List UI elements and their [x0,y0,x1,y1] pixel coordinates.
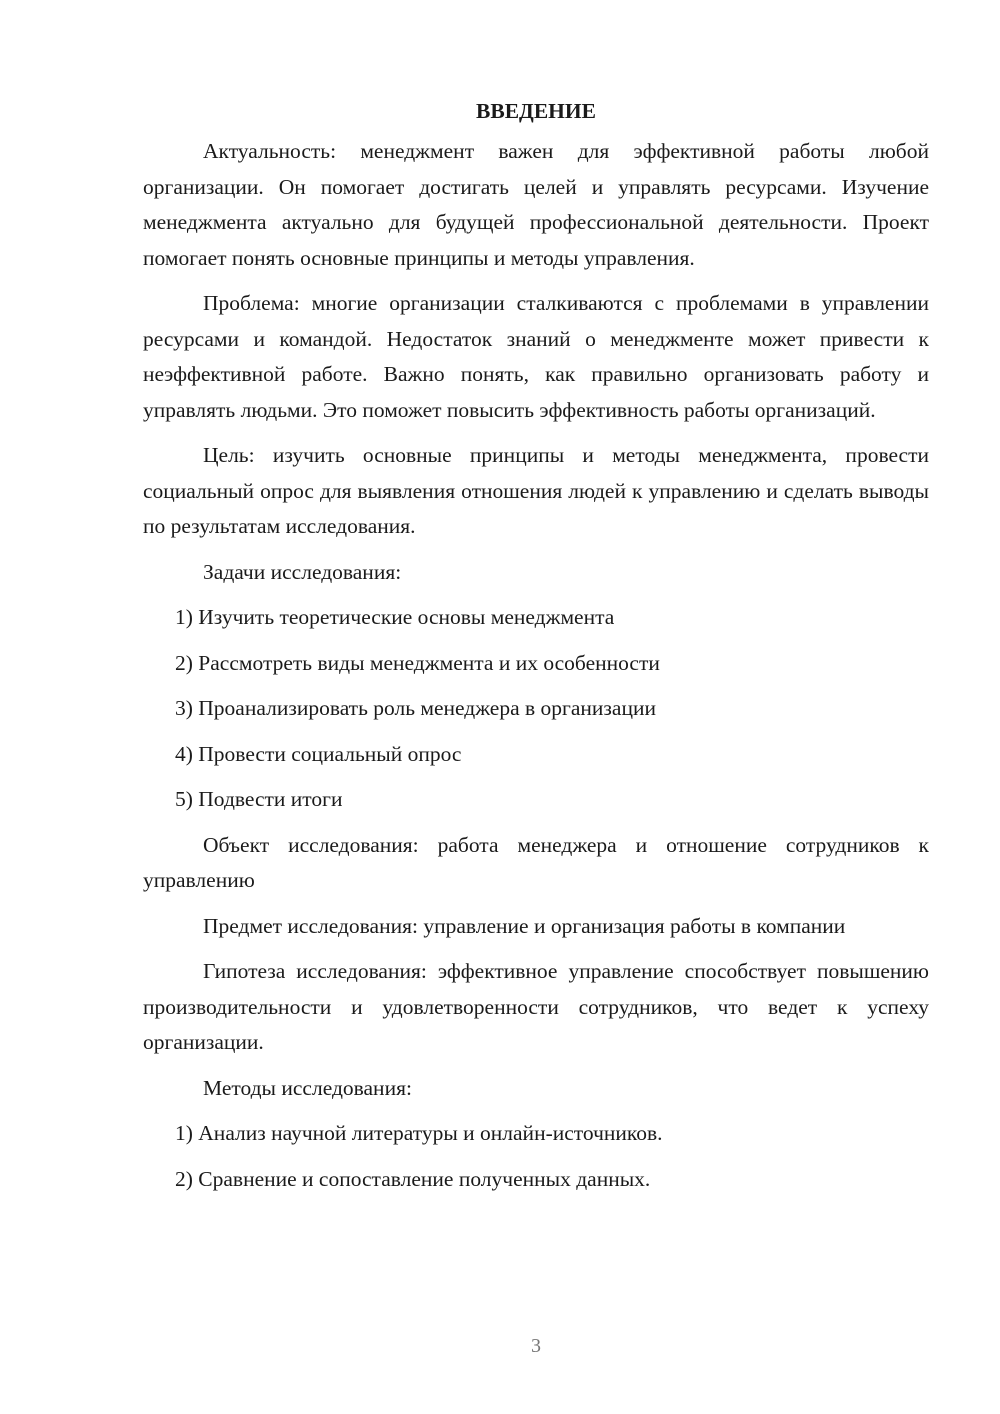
page-number: 3 [531,1335,541,1357]
problem-paragraph: Проблема: многие организации сталкиваются с проблемами в управлении ресурсами и командой. Недостаток знаний о менеджменте может привести к неэффективной работе. Важно понять, как правильно организовать работу и управлять людьми. Это поможет повысить эффективность работы организаций. [143,291,929,422]
hypothesis-paragraph: Гипотеза исследования: эффективное управление способствует повышению производительности и удовлетворенности сотрудников, что ведет к успеху организации. [143,959,929,1054]
task-item-2: 2) Рассмотреть виды менеджмента и их особенности [175,650,660,675]
methods-heading: Методы исследования: [203,1075,412,1100]
method-item-1: 1) Анализ научной литературы и онлайн-источников. [175,1121,663,1145]
task-item-1: 1) Изучить теоретические основы менеджмента [175,605,615,629]
goal-paragraph: Цель: изучить основные принципы и методы менеджмента, провести социальный опрос для выявления отношения людей к управлению и сделать выводы по результатам исследования. [143,443,929,538]
task-item-5: 5) Подвести итоги [175,787,343,811]
tasks-heading: Задачи исследования: [203,559,402,584]
relevance-paragraph: Актуальность: менеджмент важен для эффективной работы любой организации. Он помогает достигать целей и управлять ресурсами. Изучение менеджмента актуально для будущей профессиональной деятельности. Проект помогает понять основные принципы и методы управления. [143,139,929,270]
object-paragraph: Объект исследования: работа менеджера и отношение сотрудников к управлению [143,832,929,892]
subject-paragraph: Предмет исследования: управление и организация работы в компании [203,913,846,938]
task-item-4: 4) Провести социальный опрос [175,741,462,766]
page-content [143,96,929,1207]
method-item-2: 2) Сравнение и сопоставление полученных данных. [175,1166,651,1191]
page-title: ВВЕДЕНИЕ [476,99,596,123]
task-item-3: 3) Проанализировать роль менеджера в организации [175,696,656,720]
